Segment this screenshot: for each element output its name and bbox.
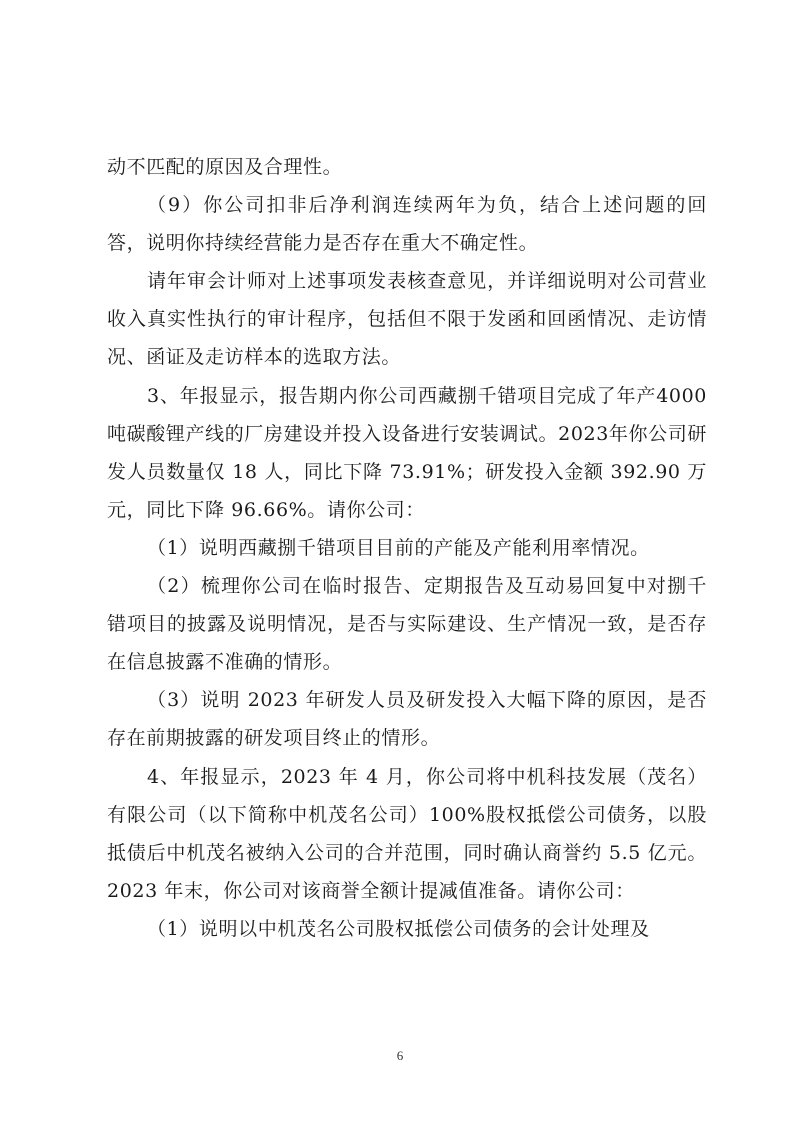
paragraph-question-3-item-2: （2）梳理你公司在临时报告、定期报告及互动易回复中对捌千错项目的披露及说明情况，是否与实际建设、生产情况一致，是否存在信息披露不准确的情形。 — [107, 575, 707, 674]
page-number: 6 — [396, 1048, 404, 1063]
paragraph-question-3-item-3: （3）说明 2023 年研发人员及研发投入大幅下降的原因，是否存在前期披露的研发项目终止的情形。 — [107, 689, 707, 750]
paragraph-question-3: 3、年报显示，报告期内你公司西藏捌千错项目完成了年产4000 吨碳酸锂产线的厂房建设并投入设备进行安装调试。2023年你公司研发人员数量仅 18 人，同比下降 73.91%；研发投入金额 392.90 万元，同比下降 96.66%。请你公司： — [107, 384, 707, 521]
paragraph-item-9: （9）你公司扣非后净利润连续两年为负，结合上述问题的回答，说明你持续经营能力是否存在重大不确定性。 — [107, 194, 707, 255]
paragraph-question-4-item-1: （1）说明以中机茂名公司股权抵偿公司债务的会计处理及 — [147, 917, 650, 940]
paragraph-question-3-item-1: （1）说明西藏捌千错项目目前的产能及产能利用率情况。 — [147, 536, 650, 559]
paragraph-question-4: 4、年报显示，2023 年 4 月，你公司将中机科技发展（茂名）有限公司（以下简称中机茂名公司）100%股权抵偿公司债务，以股抵债后中机茂名被纳入公司的合并范围，同时确认商誉约 5.5 亿元。2023 年末，你公司对该商誉全额计提减值准备。请你公司： — [107, 765, 707, 902]
document-body — [107, 148, 707, 948]
paragraph-continuation: 动不匹配的原因及合理性。 — [107, 156, 343, 178]
paragraph-auditor-request: 请年审会计师对上述事项发表核查意见，并详细说明对公司营业收入真实性执行的审计程序，包括但不限于发函和回函情况、走访情况、函证及走访样本的选取方法。 — [107, 270, 707, 369]
